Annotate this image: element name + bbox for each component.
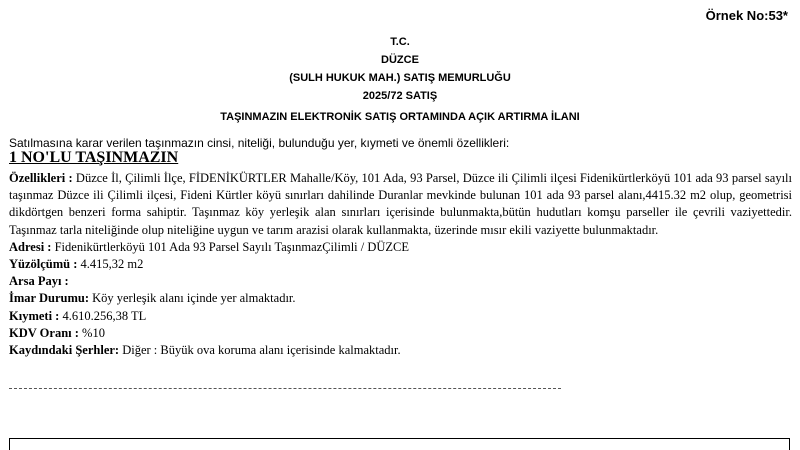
field-label: İmar Durumu: [9,291,89,306]
field-annotations [9,342,792,359]
announcement-title: TAŞINMAZIN ELEKTRONİK SATIŞ ORTAMINDA AÇIK ARTIRMA İLANI [220,111,580,123]
field-label: Arsa Payı : [9,274,69,289]
field-address [9,239,792,256]
field-land-share [9,273,792,290]
header-file-number: 2025/72 SATIŞ [362,90,438,102]
field-value: Diğer : Büyük ova koruma alanı içerisinde kalmaktadır. [122,343,401,358]
header-tc: T.C. [390,36,410,48]
field-zoning [9,290,792,307]
field-vat-rate [9,325,792,342]
section-divider [9,388,561,389]
field-value: 4.415,32 m2 [80,257,144,272]
sample-number: Örnek No:53* [705,8,788,23]
property-details [9,170,792,359]
field-label: KDV Oranı : [9,325,79,340]
field-label: Yüzölçümü : [9,257,78,272]
intro-text: Satılmasına karar verilen taşınmazın cinsi, niteliği, bulunduğu yer, kıymeti ve önemli özellikleri: [9,136,510,150]
field-value-amount [9,308,792,325]
field-value: 4.610.256,38 TL [62,308,147,323]
field-area [9,256,792,273]
field-value: %10 [82,325,105,340]
next-section-box [9,438,790,450]
header-office: (SULH HUKUK MAH.) SATIŞ MEMURLUĞU [289,72,511,84]
field-label: Kaydındaki Şerhler: [9,343,120,358]
field-value: Köy yerleşik alanı içinde yer almaktadır. [92,291,296,306]
document-header [0,33,800,105]
field-label: Adresi : [9,239,52,254]
properties-text: Düzce İl, Çilimli İlçe, FİDENİKÜRTLER Mahalle/Köy, 101 Ada, 93 Parsel, Düzce ili Çilimli ilçesi Fidenikürtlerköyü 101 ada 93 parsel sayılı taşınmaz Düzce ili Çilimli ilçesi, Fideni Kürtler köyü sınırları dahilinde Duranlar mevkinde bulunan 101 ada 93 parsel alanı,4415.32 m2 olup, geometrisi dikdörtgen benzeri forma sahiptir. Taşınmaz köy yerleşik alan sınırları içerisinde bulunmakta,bütün hudutları komşu parseller ile çevrili vaziyettedir. Taşınmaz tarla niteliğinde olup niteliğine uygun ve tarım arazisi olarak kullanmakta, üzerinde mısır ekili vaziyette bulunmaktadır. [9,171,792,237]
field-value: Fidenikürtlerköyü 101 Ada 93 Parsel Sayılı TaşınmazÇilimli / DÜZCE [54,239,410,254]
properties-label: Özellikleri : [9,171,73,185]
header-city: DÜZCE [381,54,419,66]
properties-paragraph [9,170,792,239]
lot-title: 1 NO'LU TAŞINMAZIN [9,149,179,166]
field-label: Kıymeti : [9,308,60,323]
